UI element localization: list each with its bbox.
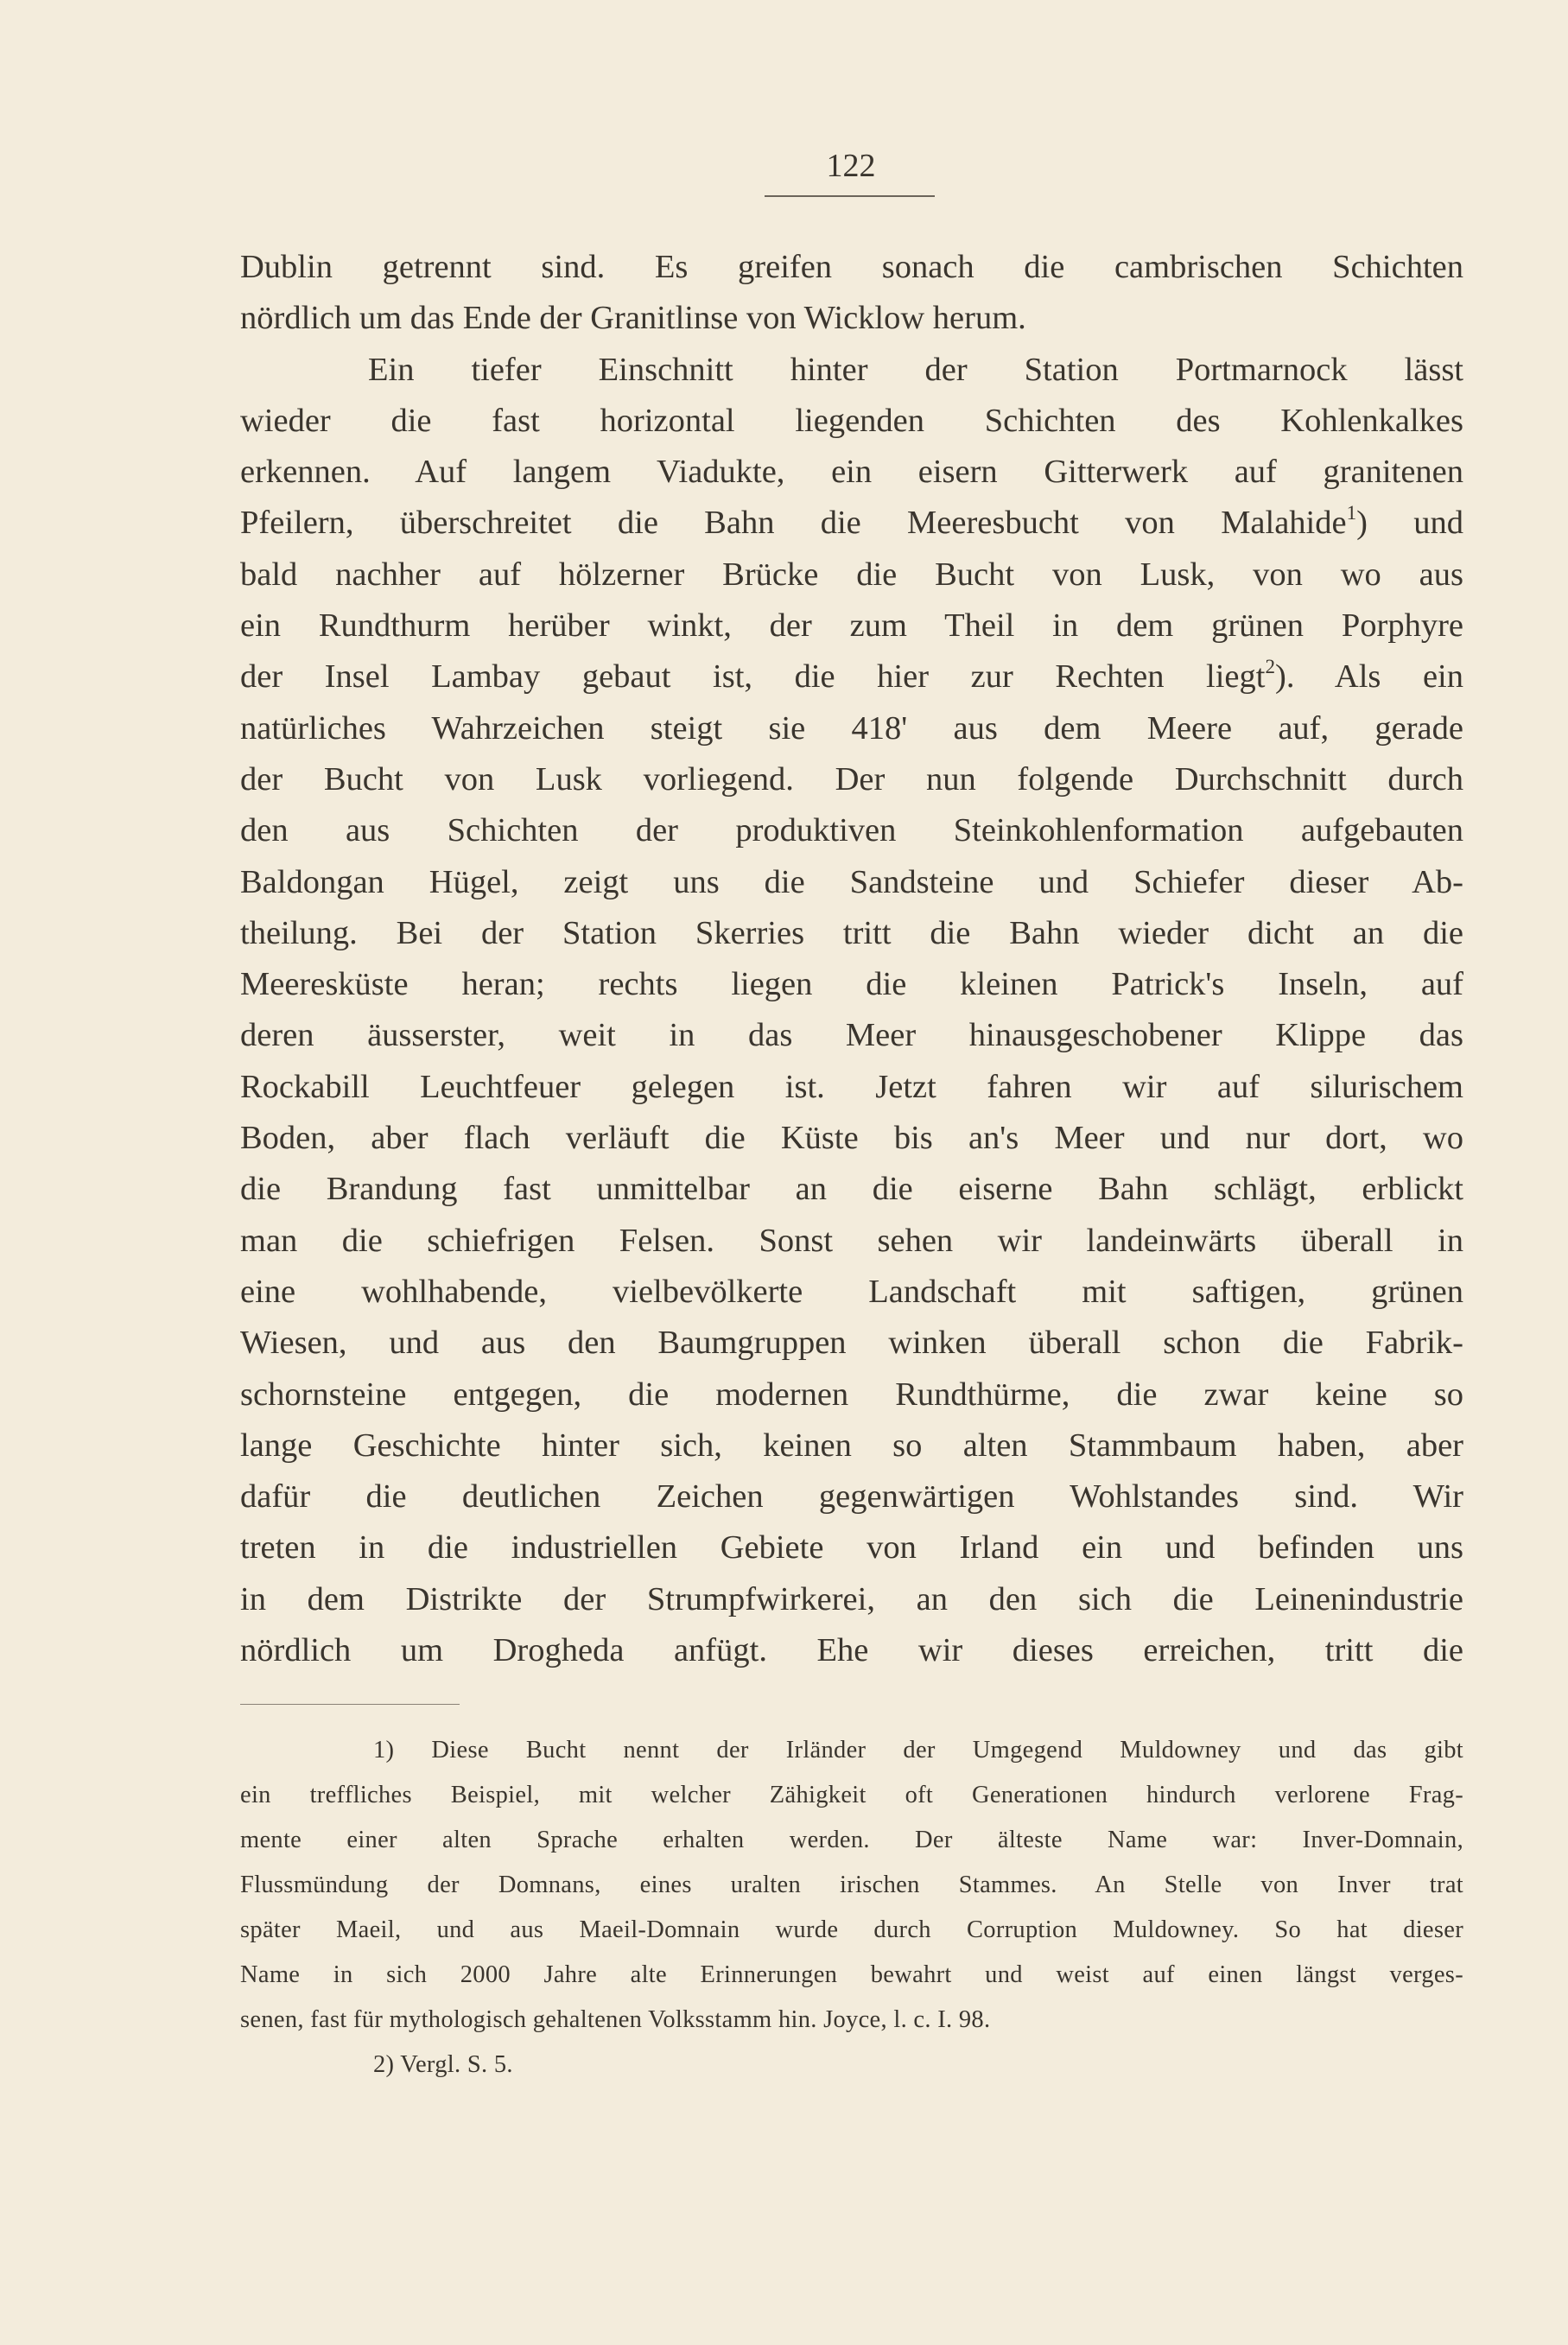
text-line: eine wohlhabende, vielbevölkerte Landschaft mit saftigen, grünen (240, 1273, 1463, 1310)
text-line: wieder die fast horizontal liegenden Schichten des Kohlenkalkes (240, 402, 1463, 439)
page-number: 122 (826, 148, 876, 184)
text-line: Boden, aber flach verläuft die Küste bis an's Meer und nur dort, wo (240, 1120, 1463, 1157)
text-line: bald nachher auf hölzerner Brücke die Bucht von Lusk, von wo aus (240, 556, 1463, 593)
text-line (240, 651, 1463, 702)
text-line: erkennen. Auf langem Viadukte, ein eisern Gitterwerk auf granitenen (240, 454, 1463, 491)
text-line: Baldongan Hügel, zeigt uns die Sandsteine und Schiefer dieser Ab- (240, 863, 1463, 900)
text-line: nördlich um das Ende der Granitlinse von Wicklow herum. (240, 300, 1026, 337)
footnotes (240, 1728, 1463, 2088)
footnote-line: später Maeil, und aus Maeil-Domnain wurde durch Corruption Muldowney. So hat dieser (240, 1916, 1463, 1943)
text-line: Wiesen, und aus den Baumgruppen winken überall schon die Fabrik- (240, 1325, 1463, 1362)
text-line: die Brandung fast unmittelbar an die eiserne Bahn schlägt, erblickt (240, 1171, 1463, 1208)
footnote-line: ein treffliches Beispiel, mit welcher Zähigkeit oft Generationen hindurch verlorene Frag- (240, 1782, 1463, 1808)
footnote-line: Name in sich 2000 Jahre alte Erinnerungen bewahrt und weist auf einen längst verges- (240, 1961, 1463, 1988)
footnote-rule (240, 1704, 460, 1705)
text-line: der Bucht von Lusk vorliegend. Der nun folgende Durchschnitt durch (240, 760, 1463, 798)
text-line-part: ). Als ein (1275, 658, 1463, 696)
footnote-line: mente einer alten Sprache erhalten werden. Der älteste Name war: Inver-Domnain, (240, 1827, 1463, 1853)
text-line: Ein tiefer Einschnitt hinter der Station Portmarnock lässt (368, 351, 1463, 388)
text-line: deren äusserster, weit in das Meer hinausgeschobener Klippe das (240, 1017, 1463, 1054)
text-line: ein Rundthurm herüber winkt, der zum Theil in dem grünen Porphyre (240, 607, 1463, 645)
text-line: lange Geschichte hinter sich, keinen so alten Stammbaum haben, aber (240, 1427, 1463, 1464)
text-line: natürliches Wahrzeichen steigt sie 418' aus dem Meere auf, gerade (240, 709, 1463, 747)
main-text (240, 242, 1463, 1676)
text-line: Rockabill Leuchtfeuer gelegen ist. Jetzt fahren wir auf silurischem (240, 1068, 1463, 1105)
text-line: Dublin getrennt sind. Es greifen sonach die cambrischen Schichten (240, 249, 1463, 285)
text-line: Meeresküste heran; rechts liegen die kleinen Patrick's Inseln, auf (240, 966, 1463, 1003)
footnote-ref: 1 (1346, 501, 1357, 524)
text-line: nördlich um Drogheda anfügt. Ehe wir dieses erreichen, tritt die (240, 1632, 1463, 1669)
text-line-part: Pfeilern, überschreitet die Bahn die Meeresbucht von Malahide (240, 505, 1347, 542)
text-line: man die schiefrigen Felsen. Sonst sehen wir landeinwärts überall in (240, 1222, 1463, 1259)
header-rule (765, 195, 935, 197)
footnote-ref: 2 (1265, 655, 1276, 678)
text-line: dafür die deutlichen Zeichen gegenwärtigen Wohlstandes sind. Wir (240, 1478, 1463, 1516)
text-line-part: der Insel Lambay gebaut ist, die hier zur Rechten liegt (240, 658, 1266, 696)
text-line: theilung. Bei der Station Skerries tritt die Bahn wieder dicht an die (240, 914, 1463, 951)
footnote-line: 2) Vergl. S. 5. (373, 2051, 513, 2078)
text-line: den aus Schichten der produktiven Steinkohlenformation aufgebauten (240, 812, 1463, 849)
footnote-line: senen, fast für mythologisch gehaltenen Volksstamm hin. Joyce, l. c. I. 98. (240, 2006, 991, 2033)
text-line-part: ) und (1356, 505, 1463, 542)
footnote-line: 1) Diese Bucht nennt der Irländer der Umgegend Muldowney und das gibt (373, 1737, 1463, 1764)
text-line: treten in die industriellen Gebiete von Irland ein und befinden uns (240, 1529, 1463, 1567)
text-line: schornsteine entgegen, die modernen Rundthürme, die zwar keine so (240, 1376, 1463, 1413)
footnote-line: Flussmündung der Domnans, eines uralten irischen Stammes. An Stelle von Inver trat (240, 1872, 1463, 1898)
text-line: in dem Distrikte der Strumpfwirkerei, an den sich die Leinenindustrie (240, 1580, 1463, 1617)
text-line (240, 498, 1463, 549)
